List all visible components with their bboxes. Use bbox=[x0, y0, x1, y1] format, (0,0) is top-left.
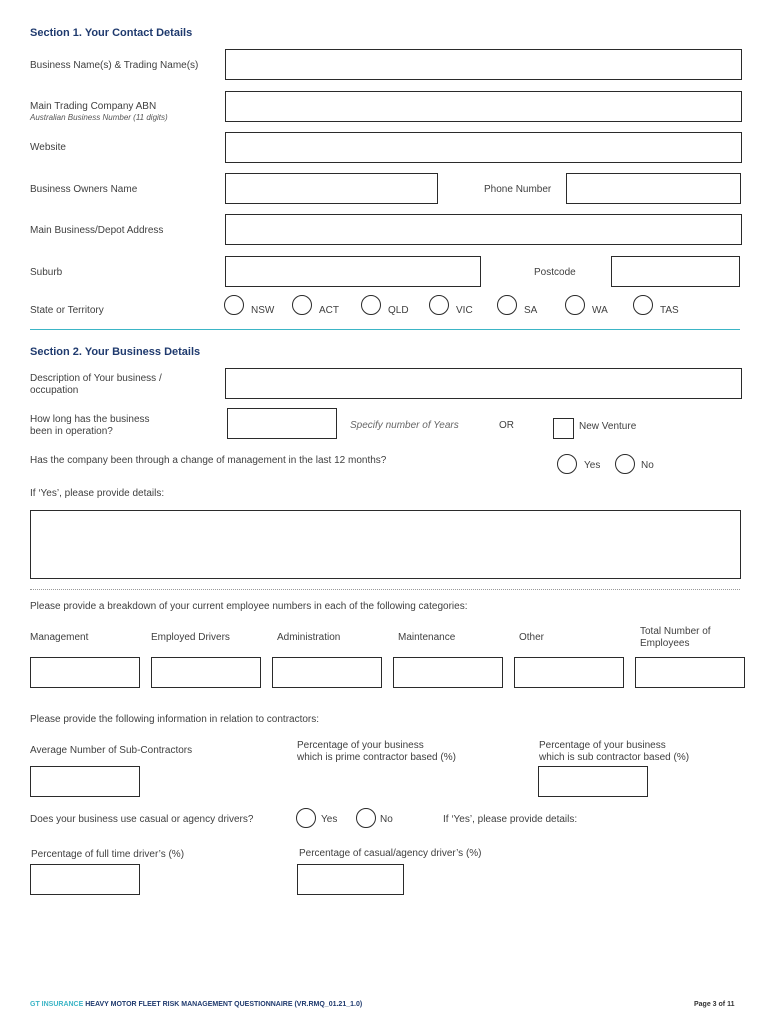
section-divider bbox=[30, 329, 740, 330]
state-label-act: ACT bbox=[319, 305, 339, 316]
abn-label: Main Trading Company ABN bbox=[30, 101, 157, 112]
casual-drivers-question: Does your business use casual or agency drivers? bbox=[30, 814, 254, 825]
prime-pct-label-line1: Percentage of your business bbox=[297, 740, 424, 751]
phone-label: Phone Number bbox=[484, 184, 552, 195]
state-radio-act[interactable] bbox=[292, 295, 312, 315]
how-long-label-line2: been in operation? bbox=[30, 426, 113, 437]
business-name-label: Business Name(s) & Trading Name(s) bbox=[30, 60, 199, 71]
avg-subcontractors-label: Average Number of Sub-Contractors bbox=[30, 745, 193, 756]
sub-pct-label-line2: which is sub contractor based (%) bbox=[539, 752, 690, 763]
footer-brand: GT INSURANCE bbox=[30, 1001, 84, 1008]
state-label-nsw: NSW bbox=[251, 305, 275, 316]
footer-page-number: Page 3 of 11 bbox=[694, 1001, 735, 1008]
employee-breakdown-prompt: Please provide a breakdown of your current employee numbers in each of the following categories: bbox=[30, 601, 468, 612]
website-field[interactable] bbox=[225, 132, 742, 163]
state-label-vic: VIC bbox=[456, 305, 473, 316]
years-hint: Specify number of Years bbox=[350, 420, 459, 431]
postcode-label: Postcode bbox=[534, 267, 576, 278]
owners-name-label: Business Owners Name bbox=[30, 184, 138, 195]
new-venture-checkbox[interactable] bbox=[553, 418, 574, 439]
dotted-divider bbox=[30, 589, 740, 590]
state-radio-wa[interactable] bbox=[565, 295, 585, 315]
management-change-details-label: If ‘Yes’, please provide details: bbox=[30, 488, 165, 499]
management-change-no-radio[interactable] bbox=[615, 454, 635, 474]
management-count-label: Management bbox=[30, 632, 89, 643]
state-radio-tas[interactable] bbox=[633, 295, 653, 315]
state-radio-vic[interactable] bbox=[429, 295, 449, 315]
casual-drivers-no-label: No bbox=[380, 814, 393, 825]
avg-subcontractors-field[interactable] bbox=[30, 766, 140, 797]
sub-pct-field[interactable] bbox=[538, 766, 648, 797]
postcode-field[interactable] bbox=[611, 256, 740, 287]
suburb-label: Suburb bbox=[30, 267, 63, 278]
state-label-qld: QLD bbox=[388, 305, 409, 316]
or-text: OR bbox=[499, 420, 514, 431]
casual-drivers-no-radio[interactable] bbox=[356, 808, 376, 828]
fulltime-pct-label: Percentage of full time driver’s (%) bbox=[31, 849, 185, 860]
owners-name-field[interactable] bbox=[225, 173, 438, 204]
state-radio-nsw[interactable] bbox=[224, 295, 244, 315]
footer-doc-title: HEAVY MOTOR FLEET RISK MANAGEMENT QUESTIONNAIRE (VR.RMQ_01.21_1.0) bbox=[85, 1001, 363, 1008]
employed-drivers-count-field[interactable] bbox=[151, 657, 261, 688]
abn-field[interactable] bbox=[225, 91, 742, 122]
total-employees-label-line2: Employees bbox=[640, 638, 690, 649]
state-radio-sa[interactable] bbox=[497, 295, 517, 315]
contractors-prompt: Please provide the following information in relation to contractors: bbox=[30, 714, 320, 725]
description-label-line2: occupation bbox=[30, 385, 79, 396]
employed-drivers-count-label: Employed Drivers bbox=[151, 632, 230, 643]
total-employees-label-line1: Total Number of bbox=[640, 626, 711, 637]
state-label-wa: WA bbox=[592, 305, 608, 316]
section-1-title: Section 1. Your Contact Details bbox=[30, 27, 193, 39]
sub-pct-label-line1: Percentage of your business bbox=[539, 740, 666, 751]
state-radio-qld[interactable] bbox=[361, 295, 381, 315]
footer-document-title bbox=[30, 1001, 362, 1008]
casual-drivers-details-label: If ‘Yes’, please provide details: bbox=[443, 814, 578, 825]
new-venture-label: New Venture bbox=[579, 421, 637, 432]
section-2-title: Section 2. Your Business Details bbox=[30, 346, 201, 358]
state-label-tas: TAS bbox=[660, 305, 679, 316]
years-field[interactable] bbox=[227, 408, 337, 439]
prime-pct-label-line2: which is prime contractor based (%) bbox=[297, 752, 456, 763]
website-label: Website bbox=[30, 142, 66, 153]
fulltime-pct-field[interactable] bbox=[30, 864, 140, 895]
management-count-field[interactable] bbox=[30, 657, 140, 688]
casual-pct-label: Percentage of casual/agency driver’s (%) bbox=[299, 848, 482, 859]
abn-sublabel: Australian Business Number (11 digits) bbox=[30, 113, 168, 122]
casual-drivers-yes-radio[interactable] bbox=[296, 808, 316, 828]
description-field[interactable] bbox=[225, 368, 742, 399]
management-change-question: Has the company been through a change of management in the last 12 months? bbox=[30, 455, 387, 466]
casual-drivers-yes-label: Yes bbox=[321, 814, 338, 825]
state-label-sa: SA bbox=[524, 305, 538, 316]
management-change-details-field[interactable] bbox=[30, 510, 741, 579]
other-count-field[interactable] bbox=[514, 657, 624, 688]
business-name-field[interactable] bbox=[225, 49, 742, 80]
maintenance-count-field[interactable] bbox=[393, 657, 503, 688]
other-count-label: Other bbox=[519, 632, 545, 643]
casual-pct-field[interactable] bbox=[297, 864, 404, 895]
administration-count-field[interactable] bbox=[272, 657, 382, 688]
how-long-label-line1: How long has the business bbox=[30, 414, 150, 425]
description-label-line1: Description of Your business / bbox=[30, 373, 162, 384]
management-change-yes-label: Yes bbox=[584, 460, 601, 471]
address-label: Main Business/Depot Address bbox=[30, 225, 164, 236]
phone-field[interactable] bbox=[566, 173, 741, 204]
management-change-no-label: No bbox=[641, 460, 654, 471]
total-employees-field[interactable] bbox=[635, 657, 745, 688]
administration-count-label: Administration bbox=[277, 632, 341, 643]
state-label: State or Territory bbox=[30, 305, 104, 316]
management-change-yes-radio[interactable] bbox=[557, 454, 577, 474]
suburb-field[interactable] bbox=[225, 256, 481, 287]
address-field[interactable] bbox=[225, 214, 742, 245]
maintenance-count-label: Maintenance bbox=[398, 632, 456, 643]
